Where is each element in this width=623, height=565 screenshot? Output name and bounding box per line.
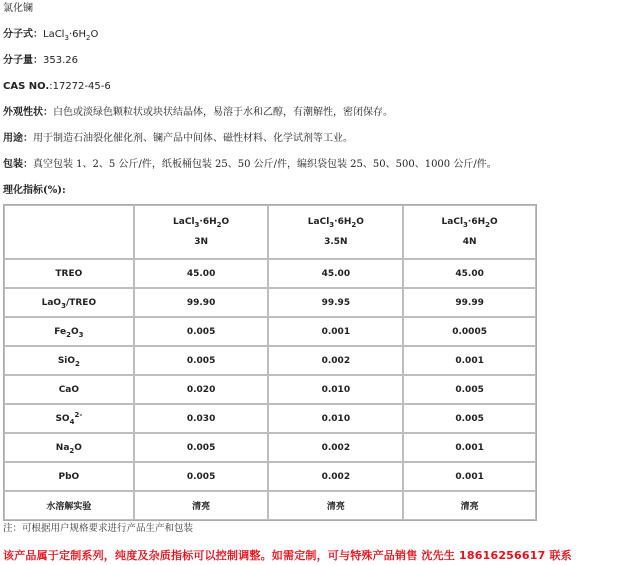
value-cell: 0.001 [403,346,536,375]
spec-table [3,204,537,521]
value-cell: 99.99 [403,288,536,317]
grade-label: 3N [194,237,208,247]
formula-label: 分子式： [3,29,43,40]
row-label: CaO [4,375,134,404]
table-row [4,462,536,491]
value-cell: 0.005 [134,346,269,375]
value-cell: 0.030 [134,404,269,433]
weight-line [3,54,78,68]
formula-line [3,28,98,42]
value-cell: 0.010 [268,404,403,433]
row-label: LaO$_3$/TREO [4,288,134,317]
table-row [4,491,536,520]
row-label: 水溶解实验 [4,491,134,520]
row-label: $Na_2O$ [4,433,134,462]
header-cell-3-5n: $LaCl_3\cdot 6H_2O$ 3.5N [268,205,403,259]
spec-heading: 理化指标(%): [3,185,66,196]
usage-line [3,132,353,146]
value-cell: 0.005 [134,317,269,346]
value-cell: 0.005 [134,462,269,491]
value-cell: 清亮 [403,491,536,520]
row-label: TREO [4,259,134,288]
cas-label: CAS NO. [3,81,50,92]
weight-value: 353.26 [43,55,78,66]
value-cell: 0.005 [403,404,536,433]
value-cell: 45.00 [268,259,403,288]
header-cell-3n: $LaCl_3\cdot 6H_2O$ 3N [134,205,269,259]
formula-value: $LaCl_3\cdot 6H_2O$ [43,29,99,42]
packing-label: 包装： [3,159,33,170]
value-cell: 清亮 [268,491,403,520]
product-title: 氯化镧 [3,3,33,14]
row-label: SiO$_2$ [4,346,134,375]
table-row [4,346,536,375]
value-cell: 清亮 [134,491,269,520]
usage-text: 用于制造石油裂化催化剂、镧产品中间体、磁性材料、化学试剂等工业。 [33,133,353,144]
table-row [4,433,536,462]
value-cell: 0.002 [268,433,403,462]
value-cell: 0.001 [403,433,536,462]
value-cell: 0.002 [268,346,403,375]
table-row [4,375,536,404]
value-cell: 99.90 [134,288,269,317]
value-cell: 0.001 [403,462,536,491]
cas-line [3,80,111,94]
weight-label: 分子量： [3,55,43,66]
value-cell: 0.005 [134,433,269,462]
table-row [4,404,536,433]
value-cell: 45.00 [134,259,269,288]
table-row [4,288,536,317]
packing-text: 真空包装 1、2、5 公斤/件，纸板桶包装 25、50 公斤/件，编织袋包装 25、50、500、1000 公斤/件。 [33,159,497,170]
cas-value: :17272-45-6 [49,81,111,92]
table-row [4,317,536,346]
value-cell: 0.001 [268,317,403,346]
value-cell: 0.010 [268,375,403,404]
usage-label: 用途： [3,133,33,144]
grade-label: 3.5N [324,237,348,247]
header-cell-4n: $LaCl_3\cdot 6H_2O$ 4N [403,205,536,259]
value-cell: 0.0005 [403,317,536,346]
custom-order-banner: 该产品属于定制系列，纯度及杂质指标可以控制调整。如需定制，可与特殊产品销售 沈先生 18616256617 联系 [3,549,572,562]
row-label: $SO_4^{2-}$ [4,404,134,433]
value-cell: 0.002 [268,462,403,491]
table-row [4,259,536,288]
value-cell: 99.95 [268,288,403,317]
value-cell: 45.00 [403,259,536,288]
value-cell: 0.020 [134,375,269,404]
header-empty-cell [4,205,134,259]
grade-label: 4N [462,237,477,247]
appearance-label: 外观性状： [3,107,53,118]
value-cell: 0.005 [403,375,536,404]
appearance-text: 白色或淡绿色颗粒状或块状结晶体，易溶于水和乙醇，有潮解性，密闭保存。 [53,107,393,118]
row-label: PbO [4,462,134,491]
table-header-row [4,205,536,259]
footnote: 注：可根据用户规格要求进行产品生产和包装 [3,523,194,534]
row-label: $Fe_2O_3$ [4,317,134,346]
appearance-line [3,106,393,120]
packing-line [3,158,497,172]
